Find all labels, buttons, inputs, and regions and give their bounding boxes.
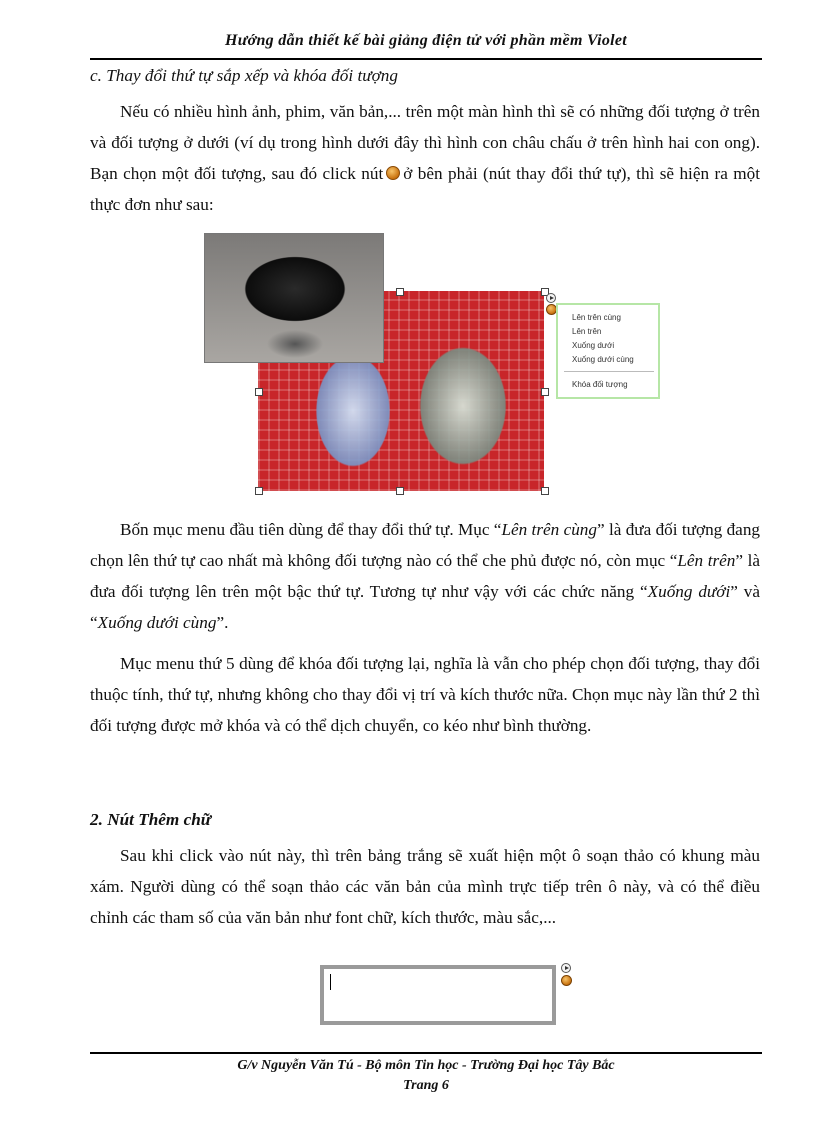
para2-text: ” và “ [90,582,760,632]
para2-text: ” là đưa đối tượng đang chọn lên thứ tự cao nhất mà không đối tượng nào có thể che phủ được nó, còn mục “ [90,520,761,570]
selection-handle [541,487,549,495]
play-icon [561,963,571,973]
text-caret [330,974,331,990]
subsection-title: c. Thay đổi thứ tự sắp xếp và khóa đối tượng [90,66,398,85]
section-title: 2. Nút Thêm chữ [90,810,212,829]
para2-text: Bốn mục menu đầu tiên dùng để thay đổi thứ tự. Mục “ [120,520,502,539]
page-number: Trang 6 [403,1078,449,1093]
text-box-figure [318,961,574,1029]
term-send-backward: Xuống dưới [647,582,731,601]
intro-text-before: Nếu có nhiều hình ảnh, phim, văn bản,... trên một màn hình thì sẽ có những đối tượng ở trên và đối tượng ở dưới (ví dụ trong hình dưới đây thì hình con châu chấu ở trên hình hai con ong). Bạn chọn một đối tượng, sau đó click nút [90,102,760,183]
order-icon [561,975,572,986]
term-send-to-back: Xuống dưới cùng [97,613,217,632]
term-bring-forward: Lên trên [677,551,736,570]
menu-item-send-backward: Xuống dưới [572,341,615,350]
selection-handle [541,388,549,396]
order-context-menu [556,303,660,399]
order-button-icon [386,166,400,180]
paragraph-add-text [90,840,760,933]
para4-text: Sau khi click vào nút này, thì trên bảng trắng sẽ xuất hiện một ô soạn thảo có khung màu xám. Người dùng có thể soạn thảo các văn bản của mình trực tiếp trên ô này, và có thể điều chỉnh các tham số của văn bản như font chữ, kích thước, màu sắc,... [90,846,760,927]
paragraph-intro [90,96,760,220]
selection-handle [255,388,263,396]
page-header: Hướng dẫn thiết kế bài giảng điện tử với phần mềm Violet [224,32,628,49]
menu-item-send-to-back: Xuống dưới cùng [572,355,634,364]
para2-text: ”. [216,613,229,632]
menu-item-bring-forward: Lên trên [572,327,602,336]
menu-item-bring-to-front: Lên trên cùng [572,313,621,322]
page-footer [90,1056,762,1096]
play-icon [546,293,556,303]
footer-author: G/v Nguyễn Văn Tú - Bộ môn Tin học - Trường Đại học Tây Bắc [237,1058,615,1073]
rock-image [204,233,384,363]
selection-handle [255,487,263,495]
para3-text: Mục menu thứ 5 dùng để khóa đối tượng lại, nghĩa là vẫn cho phép chọn đối tượng, thay đổi thuộc tính, thứ tự, nhưng không cho thay đổi vị trí và kích thước nữa. Chọn mục này lần thứ 2 thì đối tượng được mở khóa và có thể dịch chuyển, co kéo như bình thường. [90,654,760,735]
footer-rule [90,1052,762,1054]
header-rule [90,58,762,60]
para2-text: ” là đưa đối tượng lên trên một bậc thứ tự. Tương tự như vậy với các chức năng “ [90,551,760,601]
term-bring-to-front: Lên trên cùng [501,520,597,539]
menu-separator [564,371,654,372]
order-menu-figure [204,233,662,497]
text-edit-box [320,965,556,1025]
selection-handle [396,288,404,296]
paragraph-lock-explanation [90,648,760,741]
selection-handle [396,487,404,495]
paragraph-menu-explanation [90,514,760,638]
intro-text-after: ở bên phải (nút thay đổi thứ tự), thì sẽ hiện ra một thực đơn như sau: [90,164,760,214]
menu-item-lock: Khóa đối tượng [572,380,628,389]
